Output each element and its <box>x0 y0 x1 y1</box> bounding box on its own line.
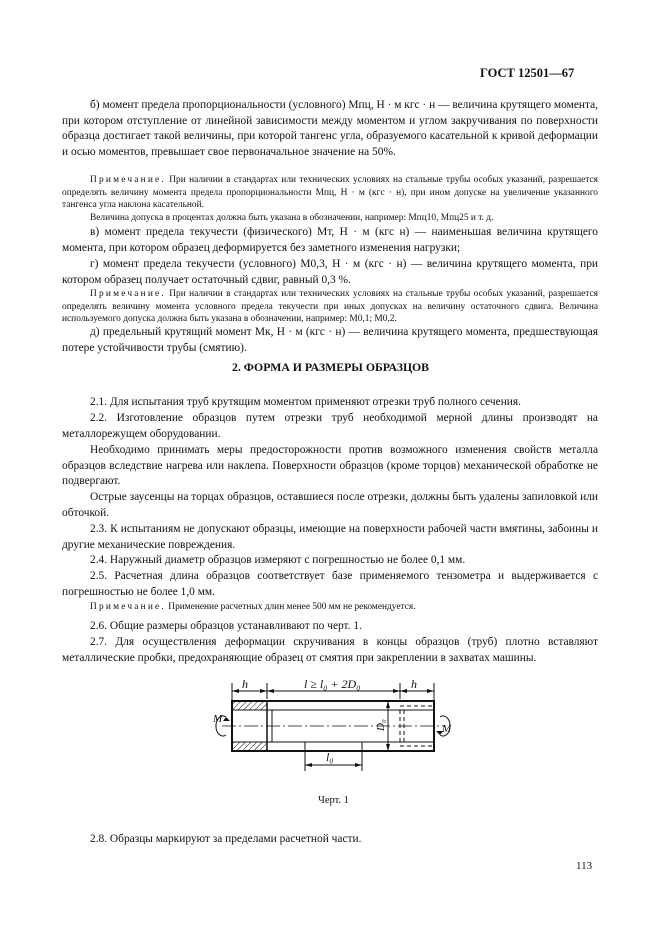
paragraph-2-8: 2.8. Образцы маркируют за пределами расчетной части. <box>90 833 362 845</box>
figure-caption: Черт. 1 <box>318 795 349 806</box>
page-number: 113 <box>576 860 593 872</box>
dimension-h-right: h <box>411 679 417 691</box>
dimension-l0: l₀ <box>326 750 334 764</box>
section-title: 2. ФОРМА И РАЗМЕРЫ ОБРАЗЦОВ <box>231 360 430 374</box>
paragraph-2-7: 2.7. Для осуществления деформации скручивания в концы образцов (труб) плотно вставляют металлические пробки, предохраняющие образец от смятия при закреплении в захватах машины. <box>62 636 598 664</box>
paragraph-2-5: 2.5. Расчетная длина образцов соответствует базе применяемого тензометра и выдерживается с погрешностью не более 1,0 мм. <box>62 570 598 598</box>
specimen-diagram <box>212 679 452 775</box>
paragraph-2-2-c: Острые заусенцы на торцах образцов, оставшиеся после отрезки, должны быть удалены запиловкой или обточкой. <box>62 491 598 519</box>
paragraph-v: в) момент предела текучести (физического) Mт, Н · м (кгс н) — наименьшая величина крутящего момента, при котором образец деформируется без заметного изменения нагрузки; <box>62 226 598 254</box>
note-2: Примечание. При наличии в стандартах или технических условиях на стальные трубы особых указаний, разрешается определять величину момента условного предела текучести при иных допусках на величину остаточного сдвига. Величина используемого допуска должна быть указана в обозначении, например: M0,1; M0,2. <box>62 289 598 325</box>
paragraph-b: б) момент предела пропорциональности (условного) Mпц, Н · м кгс · н — величина крутящего момента, при котором отступление от линейной зависимости между моментом и углом закручивания по поверхности образца достигает такой величины, при которой тангенс угла, образуемого касательной к кривой деформации и осью моментов, превышает свое первоначальное значение на 50%. <box>62 99 598 158</box>
dimension-total-length: l ≥ l₀ + 2D₀ <box>304 679 361 691</box>
paragraph-2-2-b: Необходимо принимать меры предосторожности против возможного изменения свойств металла образцов вследствие нагрева или наклепа. Поверхности образцов (кроме торцов) механической обработке не подвергают. <box>62 444 598 487</box>
paragraph-2-4: 2.4. Наружный диаметр образцов измеряют с погрешностью не более 0,1 мм. <box>90 554 466 566</box>
paragraph-2-2: 2.2. Изготовление образцов путем отрезки труб необходимой мерной длины производят на металлорежущем оборудовании. <box>62 412 598 440</box>
figure-specimen-drawing <box>212 679 452 780</box>
note-1: Примечание. При наличии в стандартах или технических условиях на стальные трубы особых указаний, разрешается определять величину момента предела пропорциональности Mпц, Н · м (кгс · н), при ином допуске на увеличение указанного тангенса угла наклона касательной. Величина допуска в процентах должна быть указана в обозначении, например: Mпц10, Mпц25 и т. д. <box>62 175 598 223</box>
dimension-d0: D₀ <box>375 719 387 731</box>
paragraph-2-3: 2.3. К испытаниям не допускают образцы, имеющие на поверхности рабочей части вмятины, забоины и другие механические повреждения. <box>62 523 598 551</box>
document-code: ГОСТ 12501—67 <box>480 66 575 80</box>
note-3: Примечание. Применение расчетных длин менее 500 мм не рекомендуется. <box>90 602 416 612</box>
paragraph-d: д) предельный крутящий момент Mк, Н · м (кгс · н) — величина крутящего момента, предшествующая потере устойчивости трубы (смятию). <box>62 326 598 354</box>
dimension-h-left: h <box>242 679 248 691</box>
paragraph-g: г) момент предела текучести (условного) M0,3, Н · м (кгс · н) — величина крутящего момента, при котором образец получает остаточный сдвиг, равный 0,3 %. <box>62 258 598 286</box>
paragraph-2-6: 2.6. Общие размеры образцов устанавливают по черт. 1. <box>90 620 362 632</box>
moment-right-label: M <box>442 723 452 735</box>
paragraph-2-1: 2.1. Для испытания труб крутящим моментом применяют отрезки труб полного сечения. <box>90 396 521 408</box>
moment-left-label: M <box>213 713 223 725</box>
